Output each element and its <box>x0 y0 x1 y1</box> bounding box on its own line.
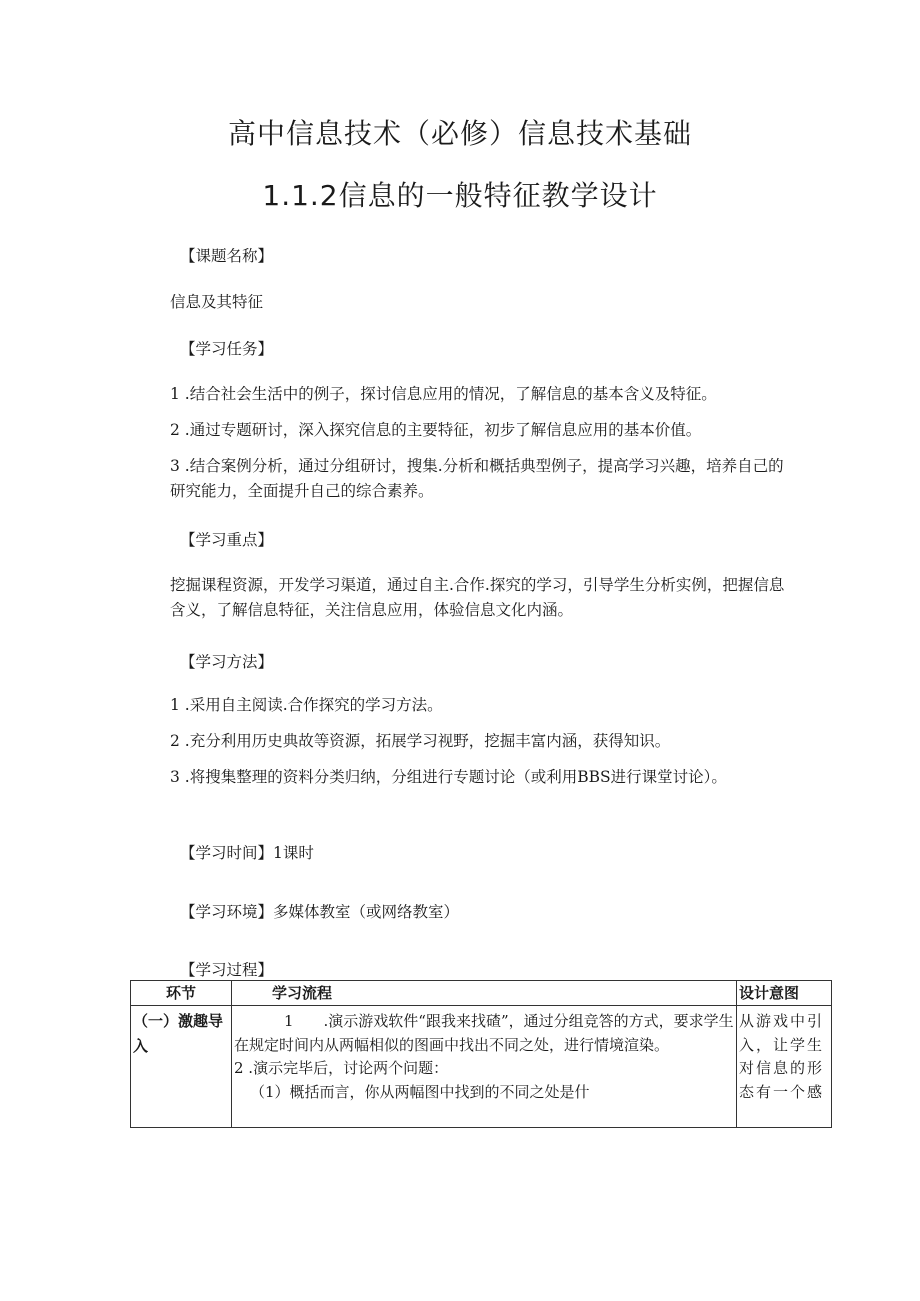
flow-step-2: 2 .演示完毕后，讨论两个问题： <box>234 1059 449 1077</box>
time-value: 1课时 <box>273 844 314 862</box>
header-intent: 设计意图 <box>737 981 832 1006</box>
environment-line <box>180 900 459 922</box>
environment-heading: 【学习环境】 <box>180 903 274 921</box>
method-item-3: 3 .将搜集整理的资料分类归纳，分组进行专题讨论（或利用BBS进行课堂讨论）。 <box>170 768 727 786</box>
method-item-2: 2 .充分利用历史典故等资源，拓展学习视野，挖掘丰富内涵，获得知识。 <box>170 732 671 750</box>
flow-cell <box>232 1006 737 1128</box>
focus-heading: 【学习重点】 <box>180 531 274 549</box>
topic-text: 信息及其特征 <box>170 293 264 311</box>
method-item-1: 1 .采用自主阅读.合作探究的学习方法。 <box>170 696 443 714</box>
focus-text: 挖掘课程资源，开发学习渠道，通过自主.合作.探究的学习，引导学生分析实例，把握信息含义，了解信息特征，关注信息应用，体验信息文化内涵。 <box>170 576 785 619</box>
flow-step-1: 1 .演示游戏软件“跟我来找碴”，通过分组竞答的方式，要求学生在规定时间内从两幅相似的图画中找出不同之处，进行情境渲染。 <box>234 1012 734 1054</box>
time-line <box>180 841 314 863</box>
tasks-heading: 【学习任务】 <box>180 340 274 358</box>
document-subtitle: 1.1.2信息的一般特征教学设计 <box>262 179 658 212</box>
task-item-2: 2 .通过专题研讨，深入探究信息的主要特征，初步了解信息应用的基本价值。 <box>170 421 702 439</box>
task-item-1: 1 .结合社会生活中的例子，探讨信息应用的情况，了解信息的基本含义及特征。 <box>170 385 717 403</box>
intent-cell: 从游戏中引入，让学生对信息的形态有一个感 <box>737 1006 832 1128</box>
header-stage: 环节 <box>131 981 232 1006</box>
flow-step-3: （1）概括而言，你从两幅图中找到的不同之处是什 <box>250 1082 590 1101</box>
stage-cell: （一）激趣导入 <box>131 1006 232 1128</box>
methods-heading: 【学习方法】 <box>180 653 274 671</box>
table-row <box>131 1006 832 1128</box>
task-item-3: 3 .结合案例分析，通过分组研讨，搜集.分析和概括典型例子，提高学习兴趣，培养自己的研究能力，全面提升自己的综合素养。 <box>170 457 784 500</box>
topic-heading: 【课题名称】 <box>180 247 274 265</box>
time-heading: 【学习时间】 <box>180 844 274 862</box>
table-header-row <box>131 981 832 1006</box>
environment-value: 多媒体教室（或网络教室） <box>273 903 460 921</box>
process-table <box>130 980 832 1128</box>
process-heading: 【学习过程】 <box>180 961 274 979</box>
document-title: 高中信息技术（必修）信息技术基础 <box>227 117 692 150</box>
header-flow: 学习流程 <box>232 981 737 1006</box>
